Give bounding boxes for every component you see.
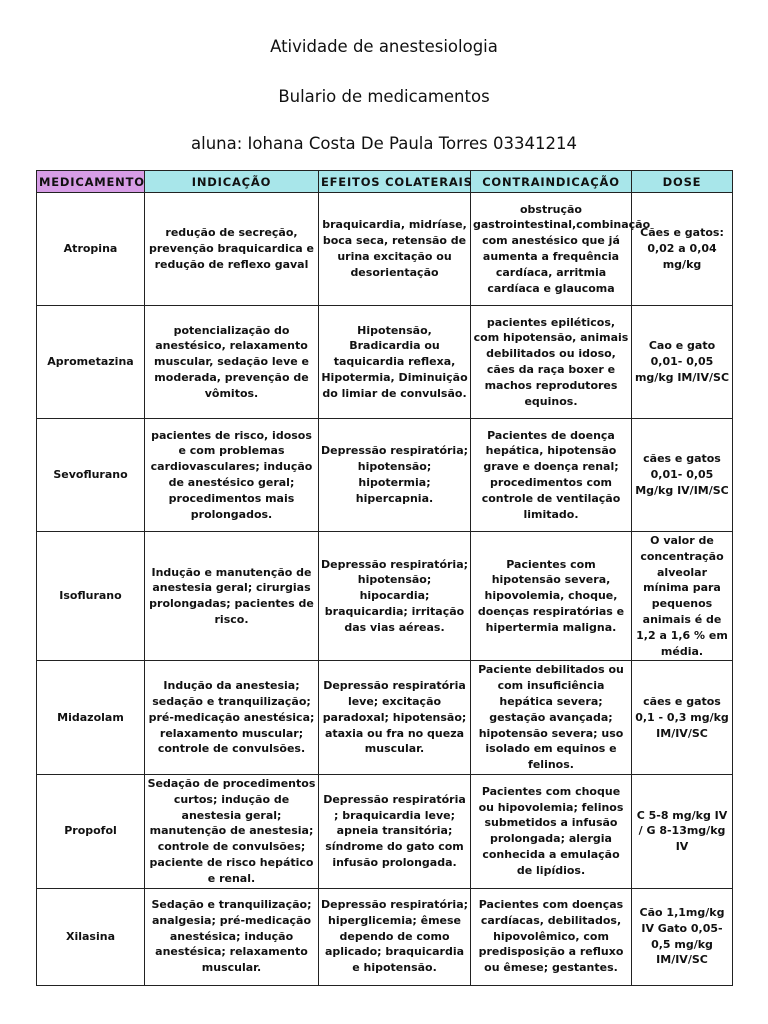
cell-efeitos: Hipotensão, Bradicardia ou taquicardia reflexa, Hipotermia, Diminuição do limiar de convulsão. <box>319 306 471 419</box>
cell-contraindicacao: Pacientes de doença hepática, hipotensão grave e doença renal; procedimentos com controle de ventilação limitado. <box>471 419 632 532</box>
cell-contraindicacao: Pacientes com choque ou hipovolemia; felinos submetidos a infusão prolongada; alergia conhecida a emulação de lipídios. <box>471 774 632 888</box>
cell-dose: Cão 1,1mg/kg IV Gato 0,05-0,5 mg/kg IM/IV/SC <box>632 888 733 985</box>
cell-contraindicacao: pacientes epiléticos, com hipotensão, animais debilitados ou idoso, cães da raça boxer e machos reprodutores equinos. <box>471 306 632 419</box>
cell-efeitos: braquicardia, midríase, boca seca, retensão de urina excitação ou desorientação <box>319 193 471 306</box>
cell-indicacao: Sedação e tranquilização; analgesia; pré-medicação anestésica; indução anestésica; relaxamento muscular. <box>145 888 319 985</box>
student-line: aluna: Iohana Costa De Paula Torres 03341214 <box>191 134 577 153</box>
cell-indicacao: potencialização do anestésico, relaxamento muscular, sedação leve e moderada, prevenção de vômitos. <box>145 306 319 419</box>
cell-efeitos: Depressão respiratória; hiperglicemia; êmese dependo de como aplicado; braquicardia e hipotensão. <box>319 888 471 985</box>
cell-indicacao: Sedação de procedimentos curtos; indução de anestesia geral; manutenção de anestesia; controle de convulsões; paciente de risco hepático e renal. <box>145 774 319 888</box>
col-header-efeitos: EFEITOS COLATERAIS <box>319 171 471 193</box>
cell-medicamento: Sevoflurano <box>37 419 145 532</box>
cell-efeitos: Depressão respiratória leve; excitação paradoxal; hipotensão; ataxia ou fra no queza muscular. <box>319 661 471 775</box>
cell-dose: cães e gatos 0,01- 0,05 Mg/kg IV/IM/SC <box>632 419 733 532</box>
cell-dose: C 5-8 mg/kg IV / G 8-13mg/kg IV <box>632 774 733 888</box>
table-row <box>37 306 733 419</box>
table-header-row <box>37 171 733 193</box>
col-header-medicamento: MEDICAMENTO <box>37 171 145 193</box>
cell-medicamento: Aprometazina <box>37 306 145 419</box>
document-subtitle: Bulario de medicamentos <box>278 87 490 106</box>
cell-contraindicacao: Pacientes com hipotensão severa, hipovolemia, choque, doenças respiratórias e hipertermia maligna. <box>471 532 632 661</box>
cell-indicacao: Indução e manutenção de anestesia geral; cirurgias prolongadas; pacientes de risco. <box>145 532 319 661</box>
cell-contraindicacao: Pacientes com doenças cardíacas, debilitados, hipovolêmico, com predisposição a refluxo ou êmese; gestantes. <box>471 888 632 985</box>
col-header-contraindicacao: CONTRAINDICAÇÃO <box>471 171 632 193</box>
drug-table <box>36 170 733 986</box>
cell-dose: cães e gatos 0,1 - 0,3 mg/kg IM/IV/SC <box>632 661 733 775</box>
col-header-dose: DOSE <box>632 171 733 193</box>
cell-medicamento: Xilasina <box>37 888 145 985</box>
cell-dose: Cao e gato 0,01- 0,05 mg/kg IM/IV/SC <box>632 306 733 419</box>
cell-medicamento: Propofol <box>37 774 145 888</box>
cell-medicamento: Isoflurano <box>37 532 145 661</box>
table-row <box>37 419 733 532</box>
cell-efeitos: Depressão respiratória ; braquicardia leve; apneia transitória; síndrome do gato com infusão prolongada. <box>319 774 471 888</box>
cell-indicacao: Indução da anestesia; sedação e tranquilização; pré-medicação anestésica; relaxamento muscular; controle de convulsões. <box>145 661 319 775</box>
cell-dose: Cães e gatos: 0,02 a 0,04 mg/kg <box>632 193 733 306</box>
cell-efeitos: Depressão respiratória; hipotensão; hipocardia; braquicardia; irritação das vias aéreas. <box>319 532 471 661</box>
document-title: Atividade de anestesiologia <box>270 37 498 56</box>
table-row <box>37 774 733 888</box>
table-row <box>37 532 733 661</box>
cell-indicacao: redução de secreção, prevenção braquicardica e redução de reflexo gaval <box>145 193 319 306</box>
cell-medicamento: Atropina <box>37 193 145 306</box>
cell-medicamento: Midazolam <box>37 661 145 775</box>
col-header-indicacao: INDICAÇÃO <box>145 171 319 193</box>
cell-dose: O valor de concentração alveolar mínima para pequenos animais é de 1,2 a 1,6 % em média. <box>632 532 733 661</box>
cell-contraindicacao: obstrução gastrointestinal,combinação com anestésico que já aumenta a frequência cardíaca, arritmia cardíaca e glaucoma <box>471 193 632 306</box>
table-row <box>37 193 733 306</box>
table-row <box>37 661 733 775</box>
cell-contraindicacao: Paciente debilitados ou com insuficiência hepática severa; gestação avançada; hipotensão severa; uso isolado em equinos e felinos. <box>471 661 632 775</box>
table-row <box>37 888 733 985</box>
cell-efeitos: Depressão respiratória; hipotensão; hipotermia; hipercapnia. <box>319 419 471 532</box>
cell-indicacao: pacientes de risco, idosos e com problemas cardiovasculares; indução de anestésico geral; procedimentos mais prolongados. <box>145 419 319 532</box>
